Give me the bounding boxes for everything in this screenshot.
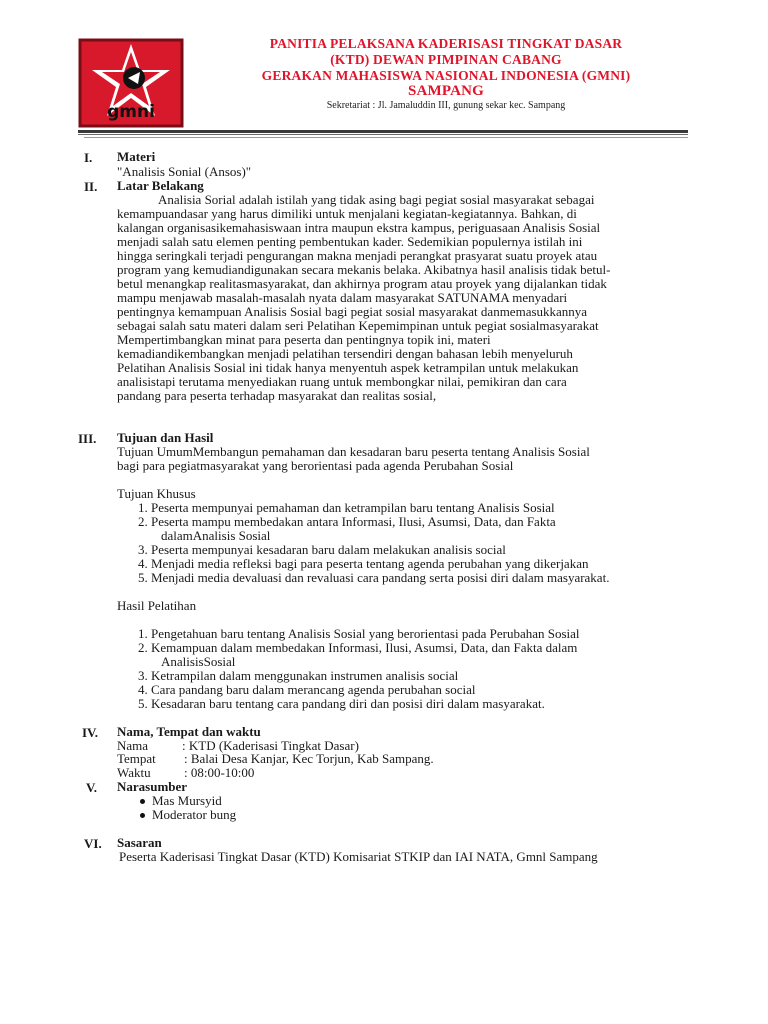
list-item: Peserta mempunyai pemahaman dan ketrampilan baru tentang Analisis Sosial — [151, 500, 555, 515]
specific-goals-title: Tujuan Khusus — [117, 486, 196, 501]
detail-label: Nama — [117, 738, 149, 753]
background-line: kalangan organisasikemahasiswaan intra maupun ekstra kampus, periguasaan Analisis Sosial — [117, 220, 601, 235]
section-6-number: VI. — [84, 836, 102, 851]
bullet-icon — [140, 813, 145, 818]
background-line: mampu menjawab masalah-masalah nyata dalam masyarakat SATUNAMA menyadari — [117, 290, 568, 305]
logo-text: gmni — [107, 102, 155, 122]
list-number: 2. — [138, 640, 148, 655]
list-item: Kemampuan dalam membedakan Informasi, Ilusi, Asumsi, Data, dan Fakta dalam — [151, 640, 578, 655]
list-item: Menjadi media devaluasi dan revaluasi cara pandang serta posisi diri dalam masyarakat. — [151, 570, 610, 585]
section-3-title: Tujuan dan Hasil — [117, 430, 214, 445]
training-results-title: Hasil Pelatihan — [117, 598, 197, 613]
detail-value: : Balai Desa Kanjar, Kec Torjun, Kab Sampang. — [184, 751, 434, 766]
detail-label: Waktu — [117, 765, 151, 780]
section-3-number: III. — [78, 431, 97, 446]
list-item: Peserta mempunyai kesadaran baru dalam melakukan analisis social — [151, 542, 506, 557]
background-line: menjadi salah satu elemen penting pembentukan kader. Sedemikian populernya istilah ini — [117, 234, 583, 249]
list-number: 3. — [138, 542, 148, 557]
gmni-logo — [78, 38, 184, 128]
list-item: Pengetahuan baru tentang Analisis Sosial yang berorientasi pada Perubahan Sosial — [151, 626, 580, 641]
section-5-number: V. — [86, 780, 97, 795]
list-item: Menjadi media refleksi bagi para peserta tentang agenda perubahan yang dikerjakan — [151, 556, 589, 571]
list-number: 3. — [138, 668, 148, 683]
header-divider — [78, 130, 688, 133]
header-line-3: GERAKAN MAHASISWA NASIONAL INDONESIA (GMNI) — [261, 68, 631, 83]
list-item-continuation: AnalisisSosial — [161, 654, 236, 669]
section-2-title: Latar Belakang — [117, 178, 204, 193]
detail-label: Tempat — [117, 751, 156, 766]
header-line-1: PANITIA PELAKSANA KADERISASI TINGKAT DASAR — [269, 36, 623, 51]
background-line: sebagai salah satu materi dalam seri Pelatihan Kepemimpinan untuk pegiat sosialmasyarakat — [117, 318, 599, 333]
list-number: 1. — [138, 626, 148, 641]
header-divider-shadow — [84, 137, 688, 138]
list-item-continuation: dalamAnalisis Sosial — [161, 528, 271, 543]
header-line-4: SAMPANG — [407, 83, 485, 99]
background-line: Analisia Sorial adalah istilah yang tidak asing bagi pegiat sosial masyarakat sebagai — [158, 192, 595, 207]
background-line: kemadiandikembangkan menjadi pelatihan tersendiri dengan bahasan lebih menyeluruh — [117, 346, 573, 361]
list-number: 4. — [138, 682, 148, 697]
section-4-number: IV. — [82, 725, 99, 740]
list-number: 5. — [138, 696, 148, 711]
background-line: hingga seringkali terjadi pengurangan makna menjadi perangkat prasyarat suatu proyek atau — [117, 248, 598, 263]
secretariat-address: Sekretariat : Jl. Jamaluddin III, gunung sekar kec. Sampang — [326, 100, 566, 111]
section-1-number: I. — [84, 150, 93, 165]
detail-value: : KTD (Kaderisasi Tingkat Dasar) — [182, 738, 359, 753]
section-6-body: Peserta Kaderisasi Tingkat Dasar (KTD) Komisariat STKIP dan IAI NATA, Gmnl Sampang — [119, 849, 598, 864]
background-line: program yang kemudiandigunakan secara mekanis belaka. Akibatnya hasil analisis tidak betul- — [117, 262, 611, 277]
background-line: Pelatihan Analisis Sosial ini tidak hanya menyentuh aspek ketrampilan untuk melakukan — [117, 360, 579, 375]
list-number: 2. — [138, 514, 148, 529]
background-line: Mempertimbangkan minat para peserta dan pentingnya topik ini, materi — [117, 332, 491, 347]
list-item: Kesadaran baru tentang cara pandang diri dan posisi diri dalam masyarakat. — [151, 696, 545, 711]
detail-value: : 08:00-10:00 — [184, 765, 255, 780]
list-number: 1. — [138, 500, 148, 515]
section-1-body: "Analisis Sonial (Ansos)" — [117, 164, 252, 179]
general-goal-line-1: Tujuan UmumMembangun pemahaman dan kesadaran baru peserta tentang Analisis Sosial — [117, 444, 590, 459]
header-line-2: (KTD) DEWAN PIMPINAN CABANG — [330, 52, 562, 67]
section-6-title: Sasaran — [117, 835, 162, 850]
list-number: 4. — [138, 556, 148, 571]
general-goal-line-2: bagi para pegiatmasyarakat yang berorientasi pada agenda Perubahan Sosial — [117, 458, 514, 473]
bullet-icon — [140, 799, 145, 804]
section-2-number: II. — [84, 179, 98, 194]
background-line: pandang para peserta terhadap masyarakat dan realitas sosial, — [117, 388, 437, 403]
speaker-item: Mas Mursyid — [152, 793, 222, 808]
background-line: pentingnya kemampuan Analisis Sosial bagi pegiat sosial masyarakat danmemasukkannya — [117, 304, 588, 319]
section-1-title: Materi — [117, 149, 156, 164]
background-line: analisistapi terutama menyediakan ruang untuk membongkar nilai, pemikiran dan cara — [117, 374, 567, 389]
section-4-title: Nama, Tempat dan waktu — [117, 724, 261, 739]
list-item: Peserta mampu membedakan antara Informasi, Ilusi, Asumsi, Data, dan Fakta — [151, 514, 556, 529]
list-number: 5. — [138, 570, 148, 585]
header-divider-thin — [78, 134, 688, 135]
section-5-title: Narasumber — [117, 779, 188, 794]
list-item: Cara pandang baru dalam merancang agenda perubahan social — [151, 682, 476, 697]
list-item: Ketrampilan dalam menggunakan instrumen analisis social — [151, 668, 459, 683]
speaker-item: Moderator bung — [152, 807, 237, 822]
background-line: kemampuandasar yang harus dimiliki untuk menjalani kegiatan-kegiatannya. Bahkan, di — [117, 206, 577, 221]
background-line: betul menangkap realitasmasyarakat, dan akhirnya program atau proyek yang dijalankan tidak — [117, 276, 607, 291]
